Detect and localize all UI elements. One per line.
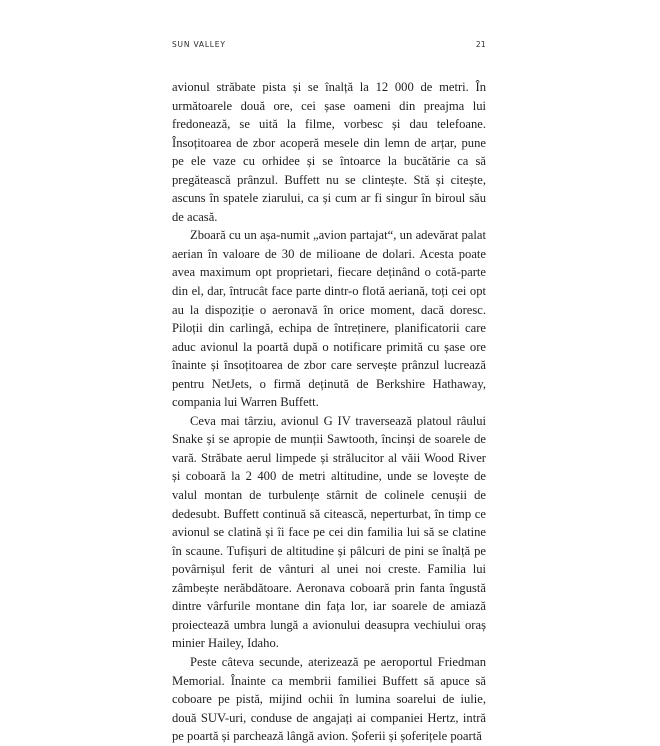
paragraph-2: Zboară cu un așa-numit „avion partajat“, un adevărat palat aerian în valoare de 30 de milioane de dolari. Acesta poate avea maximum opt proprietari, fiecare deținând o cotă-parte din el, dar, întrucât face parte dintr-o flotă aeriană, toți cei opt au la dispoziție o aeronavă în orice moment, dacă doresc. Piloții din carlingă, echipa de întreținere, planificatorii care aduc avionul la poartă după o notificare primită cu șase ore înainte și însoțitoarea de zbor care servește prânzul lucrează pentru NetJets, o firmă deținută de Berkshire Hathaway, compania lui Warren Buffett. xyxy=(172,228,486,410)
body-text xyxy=(172,78,486,746)
page-number: 21 xyxy=(475,40,486,49)
paragraph-3: Ceva mai târziu, avionul G IV traversează platoul râului Snake și se apropie de munții Sawtooth, încinși de soarele de vară. Străbate aerul limpede și strălucitor al văii Wood River și coboară la 2 400 de metri altitudine, unde se lovește de valul montan de turbulențe stârnit de colinele cenușii de dedesubt. Buffett continuă să citească, neperturbat, în timp ce avionul se clatină și îi face pe cei din familia lui să se clatine în scaune. Tufișuri de altitudine și pâlcuri de pini se înalță pe povârnișul ferit de vânturi al unei noi creste. Familia lui zâmbește nerăbdătoare. Aeronava coboară prin fanta îngustă dintre vârfurile montane din fața lor, iar soarele de amiază proiectează umbra lungă a avionului deasupra vechiului oraș minier Hailey, Idaho. xyxy=(172,413,486,651)
paragraph-1: avionul străbate pista și se înalță la 12 000 de metri. În următoarele două ore, cei șase oameni din preajma lui fredonează, se uită la filme, vorbesc și dau telefoane. Însoțitoarea de zbor acoperă mesele din lemn de arțar, pune pe ele vaze cu orhidee și se întoarce la bucătărie ca să pregătească prânzul. Buffett nu se clintește. Stă și citește, ascuns în spatele ziarului, ca și cum ar fi singur în biroul său de acasă. xyxy=(172,80,486,224)
running-head xyxy=(172,40,486,54)
paragraph-4: Peste câteva secunde, aterizează pe aeroportul Friedman Memorial. Înainte ca membrii familiei Buffett să apuce să coboare pe pistă, mijind ochii în lumina soarelui de iulie, două SUV-uri, conduse de angajați ai companiei Hertz, intră pe poartă și parchează lângă avion. Șoferii și șoferițele poartă xyxy=(172,654,486,744)
running-title: SUN VALLEY xyxy=(172,40,226,49)
